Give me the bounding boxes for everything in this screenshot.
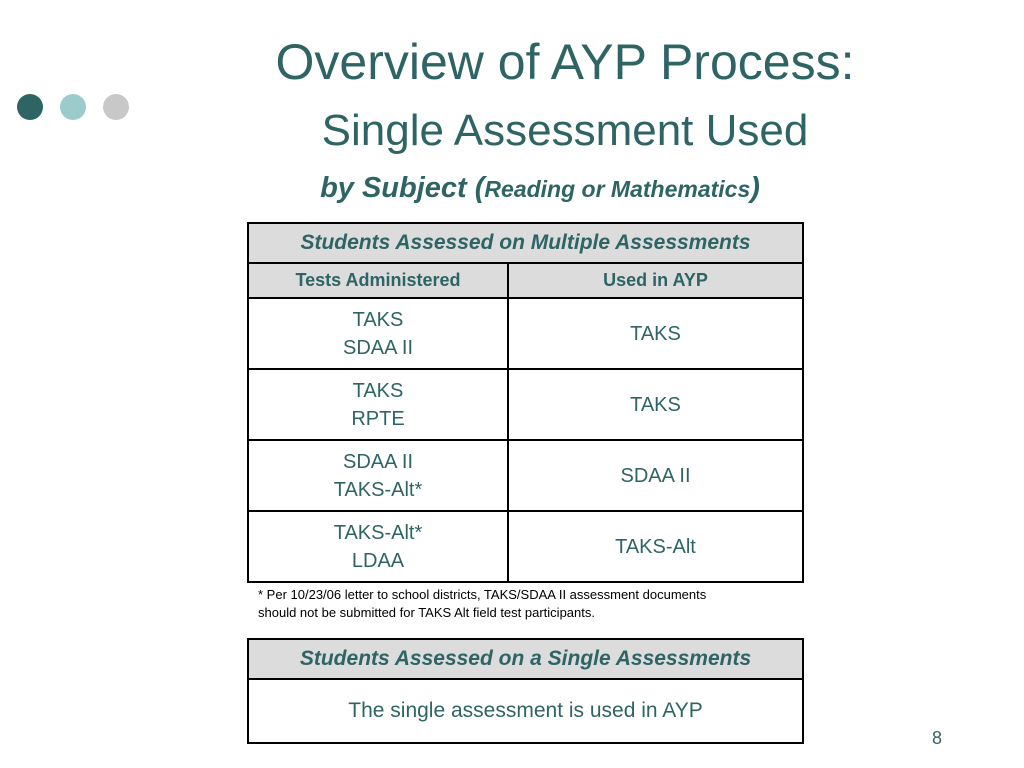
test-name: TAKS bbox=[352, 379, 404, 402]
test-name: TAKS bbox=[352, 308, 404, 331]
test-name: SDAA II bbox=[342, 450, 414, 473]
column-header-tests: Tests Administered bbox=[248, 263, 508, 298]
table-row bbox=[248, 369, 803, 440]
test-name: SDAA II bbox=[342, 336, 414, 359]
used-cell: SDAA II bbox=[508, 440, 803, 511]
slide-title: Overview of AYP Process: bbox=[275, 34, 855, 90]
used-cell: TAKS-Alt bbox=[508, 511, 803, 582]
column-header-used: Used in AYP bbox=[508, 263, 803, 298]
slide-subtitle: Single Assessment Used bbox=[321, 106, 809, 155]
test-name: LDAA bbox=[351, 549, 405, 572]
tests-cell bbox=[248, 369, 508, 440]
tests-cell bbox=[248, 440, 508, 511]
decorative-dot-light bbox=[60, 94, 86, 120]
page-number: 8 bbox=[932, 728, 943, 748]
decorative-dot-dark bbox=[17, 94, 43, 120]
table-heading: Students Assessed on Multiple Assessments bbox=[248, 223, 803, 263]
footnote bbox=[258, 586, 778, 622]
tests-cell bbox=[248, 511, 508, 582]
test-name: TAKS-Alt* bbox=[333, 478, 423, 501]
used-cell: TAKS bbox=[508, 298, 803, 369]
multiple-assessments-table bbox=[247, 222, 804, 583]
subject-suffix: ) bbox=[750, 172, 760, 204]
table-row bbox=[248, 298, 803, 369]
subject-detail: Reading or Mathematics bbox=[484, 176, 751, 202]
test-name: RPTE bbox=[351, 407, 405, 430]
single-assessment-text: The single assessment is used in AYP bbox=[248, 679, 803, 743]
used-cell: TAKS bbox=[508, 369, 803, 440]
table-heading: Students Assessed on a Single Assessments bbox=[248, 639, 803, 679]
footnote-line: should not be submitted for TAKS Alt field test participants. bbox=[258, 605, 595, 620]
table-row bbox=[248, 511, 803, 582]
subject-prefix: by Subject ( bbox=[320, 172, 485, 204]
test-name: TAKS-Alt* bbox=[333, 521, 423, 544]
single-assessment-table bbox=[247, 638, 804, 744]
decorative-dot-gray bbox=[103, 94, 129, 120]
table-row bbox=[248, 440, 803, 511]
footnote-line: * Per 10/23/06 letter to school districts, TAKS/SDAA II assessment documents bbox=[258, 587, 707, 602]
tests-cell bbox=[248, 298, 508, 369]
subject-line bbox=[150, 168, 930, 209]
